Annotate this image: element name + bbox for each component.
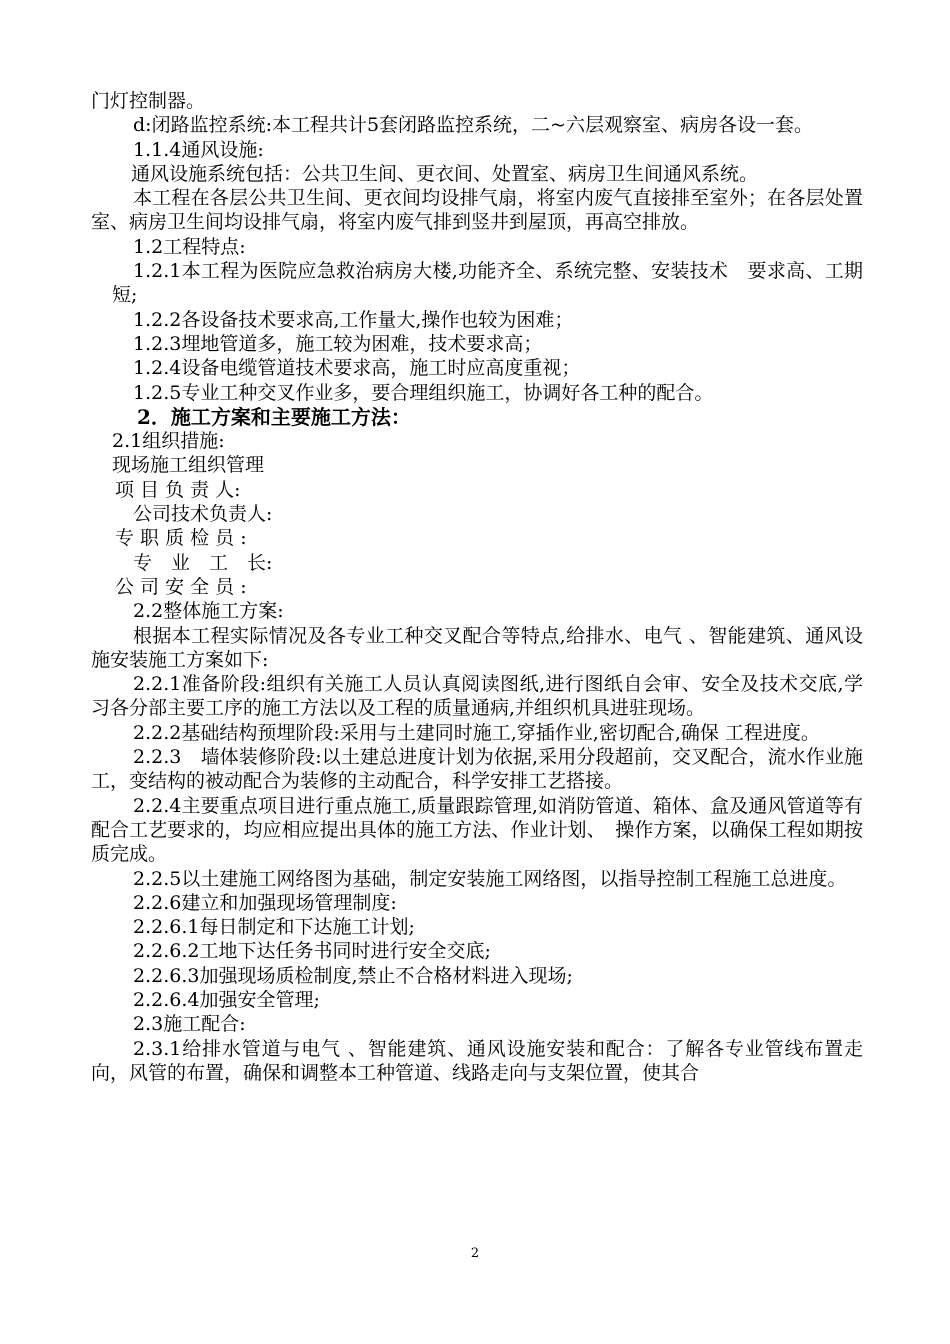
list-item-2-2-6: 2.2.6建立和加强现场管理制度: <box>133 891 397 914</box>
document-body <box>91 89 863 1085</box>
label-foreman: 专 业 工 长: <box>133 551 273 574</box>
list-item-1-2-2: 1.2.2各设备技术要求高,工作量大,操作也较为困难； <box>133 308 574 331</box>
list-item-2-2-5: 2.2.5以土建施工网络图为基础，制定安装施工网络图，以指导控制工程施工总进度。 <box>133 867 847 890</box>
list-item-2-2-4: 2.2.4主要重点项目进行重点施工,质量跟踪管理,如消防管道、箱体、盒及通风管道等有配合工艺要求的，均应相应提出具体的施工方法、作业计划、 操作方案，以确保工程如期按质完成。 <box>91 794 863 866</box>
subheading-1-2: 1.2工程特点: <box>133 235 246 258</box>
paragraph-overall-plan: 根据本工程实际情况及各专业工种交叉配合等特点,给排水、电气 、智能建筑、通风设施安装施工方案如下: <box>91 624 863 671</box>
subheading-2-3: 2.3施工配合: <box>133 1013 246 1036</box>
subheading-2-1: 2.1组织措施: <box>112 430 225 453</box>
list-item-1-2-1: 1.2.1本工程为医院应急救治病房大楼,功能齐全、系统完整、安装技术 要求高、工期短; <box>112 260 863 307</box>
label-safety-officer: 公 司 安 全 员 : <box>115 575 247 598</box>
page-number: 2 <box>470 1246 480 1261</box>
list-item-2-3-1: 2.3.1给排水管道与电气 、智能建筑、通风设施安装和配合：了解各专业管线布置走向，风管的布置，确保和调整本工种管道、线路走向与支架位置，使其合 <box>91 1037 863 1084</box>
list-item-2-2-3: 2.2.3 墙体装修阶段:以土建总进度计划为依据,采用分段超前，交叉配合，流水作业施工，变结构的被动配合为装修的主动配合，科学安排工艺搭接。 <box>91 746 863 793</box>
list-item-2-2-6-1: 2.2.6.1每日制定和下达施工计划; <box>133 916 415 939</box>
label-quality-inspector: 专 职 质 检 员 : <box>115 527 247 550</box>
paragraph-cctv: d:闭路监控系统:本工程共计5套闭路监控系统，二~六层观察室、病房各设一套。 <box>133 114 813 137</box>
list-item-2-2-6-3: 2.2.6.3加强现场质检制度,禁止不合格材料进入现场; <box>133 964 573 987</box>
label-project-manager: 项 目 负 责 人: <box>115 478 241 501</box>
subheading-1-1-4: 1.1.4通风设施: <box>133 138 264 161</box>
list-item-1-2-5: 1.2.5专业工种交叉作业多，要合理组织施工，协调好各工种的配合。 <box>133 381 714 404</box>
list-item-2-2-1: 2.2.1准备阶段:组织有关施工人员认真阅读图纸,进行图纸自会审、安全及技术交底,学习各分部主要工序的施工方法以及工程的质量通病,并组织机具进驻现场。 <box>91 673 863 720</box>
list-item-1-2-3: 1.2.3埋地管道多，施工较为困难，技术要求高； <box>133 332 543 355</box>
paragraph-ventilation-detail: 本工程在各层公共卫生间、更衣间均设排气扇，将室内废气直接排至室外；在各层处置室、病房卫生间均设排气扇，将室内废气排到竖井到屋顶，再高空排放。 <box>91 187 863 234</box>
list-item-2-2-6-2: 2.2.6.2工地下达任务书同时进行安全交底; <box>133 940 491 963</box>
section-heading-2: 2．施工方案和主要施工方法： <box>137 404 411 429</box>
paragraph-1-1-3-end: 门灯控制器。 <box>91 90 206 112</box>
label-technical-director: 公司技术负责人: <box>133 503 273 526</box>
label-site-management: 现场施工组织管理 <box>112 454 265 477</box>
list-item-2-2-2: 2.2.2基础结构预埋阶段:采用与土建同时施工,穿插作业,密切配合,确保 工程进度。 <box>133 721 820 744</box>
paragraph-ventilation-scope: 通风设施系统包括：公共卫生间、更衣间、处置室、病房卫生间通风系统。 <box>131 162 759 185</box>
list-item-1-2-4: 1.2.4设备电缆管道技术要求高，施工时应高度重视； <box>133 357 581 380</box>
subheading-2-2: 2.2整体施工方案: <box>133 600 284 623</box>
list-item-2-2-6-4: 2.2.6.4加强安全管理; <box>133 988 320 1011</box>
